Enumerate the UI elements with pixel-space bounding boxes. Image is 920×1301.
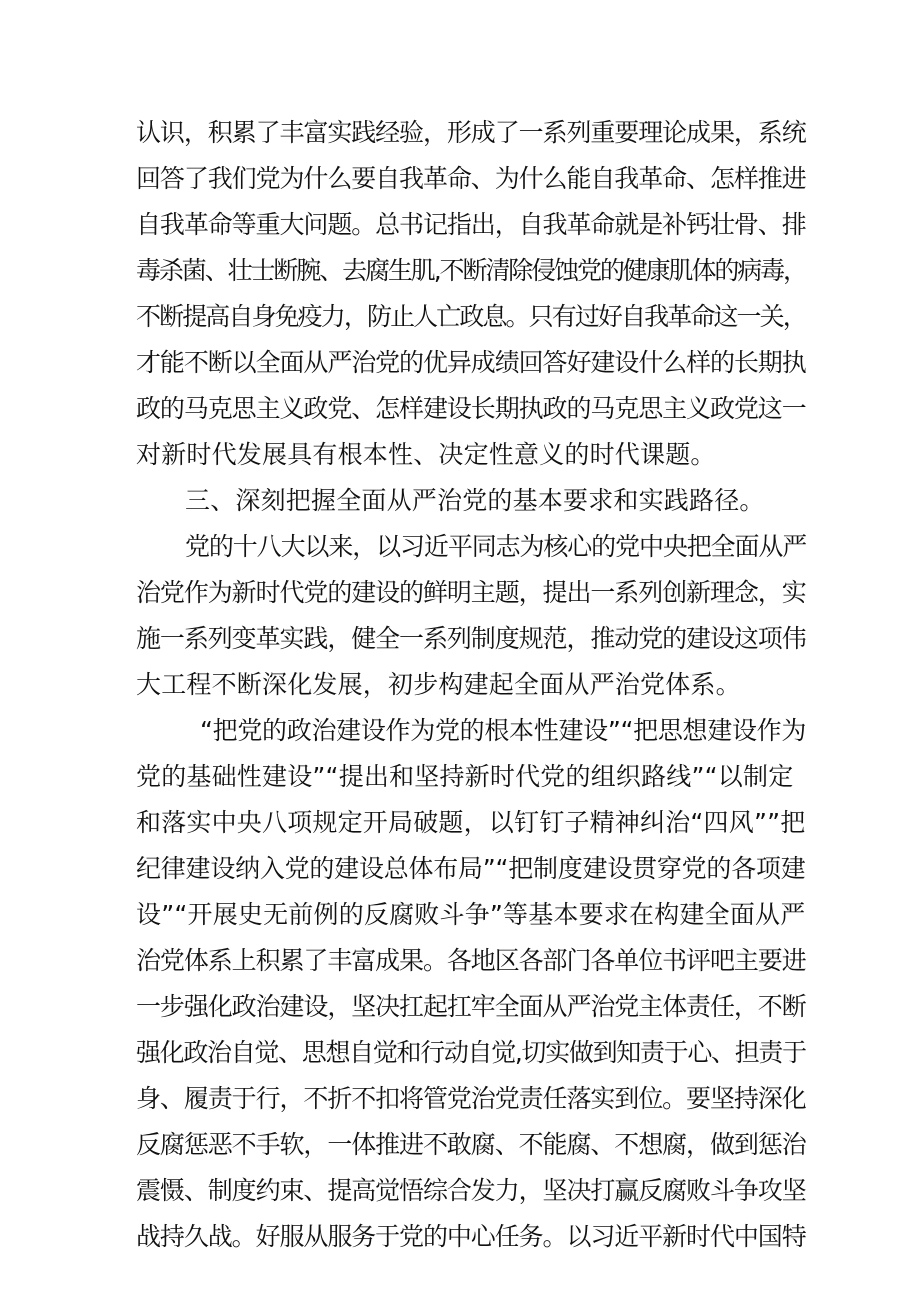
text-line: 战持久战。好服从服务于党的中心任务。以习近平新时代中国特: [136, 1222, 806, 1251]
text-line: 对新时代发展具有根本性、决定性意义的时代课题。: [136, 440, 716, 469]
text-line: 反腐惩恶不手软，一体推进不敢腐、不能腐、不想腐，做到惩治: [136, 1130, 806, 1159]
text-line: 自我革命等重大问题。总书记指出，自我革命就是补钙壮骨、排: [136, 210, 806, 239]
text-line: 认识，积累了丰富实践经验，形成了一系列重要理论成果，系统: [136, 118, 806, 147]
text-line: 才能不断以全面从严治党的优异成绩回答好建设什么样的长期执: [136, 348, 806, 377]
text-line: 纪律建设纳入党的建设总体布局”“把制度建设贯穿党的各项建: [136, 854, 806, 883]
text-line: 政的马克思主义政党、怎样建设长期执政的马克思主义政党这一: [136, 394, 806, 423]
text-line: 毒杀菌、壮士断腕、去腐生肌,不断清除侵蚀党的健康肌体的病毒，: [136, 256, 806, 285]
text-line: 身、履责于行，不折不扣将管党治党责任落实到位。要坚持深化: [136, 1084, 806, 1113]
text-line: 治党体系上积累了丰富成果。各地区各部门各单位书评吧主要进: [136, 946, 806, 975]
text-line: 党的基础性建设”“提出和坚持新时代党的组织路线”“以制定: [136, 762, 794, 791]
text-line: 党的十八大以来，以习近平同志为核心的党中央把全面从严: [185, 532, 807, 561]
text-line: 设”“开展史无前例的反腐败斗争”等基本要求在构建全面从严: [136, 900, 806, 929]
text-line: 施一系列变革实践，健全一系列制度规范，推动党的建设这项伟: [136, 624, 806, 653]
text-line: “把党的政治建设作为党的根本性建设”“把思想建设作为: [200, 716, 807, 745]
text-line: 治党作为新时代党的建设的鲜明主题，提出一系列创新理念，实: [136, 578, 806, 607]
text-line: 和落实中央八项规定开局破题，以钉钉子精神纠治“四风””把: [136, 808, 806, 837]
text-line: 一步强化政治建设，坚决扛起扛牢全面从严治党主体责任，不断: [136, 992, 806, 1021]
text-line: 强化政治自觉、思想自觉和行动自觉,切实做到知责于心、担责于: [136, 1038, 806, 1067]
text-line: 回答了我们党为什么要自我革命、为什么能自我革命、怎样推进: [136, 164, 806, 193]
text-line: 震慑、制度约束、提高觉悟综合发力，坚决打赢反腐败斗争攻坚: [136, 1176, 806, 1205]
text-line: 大工程不断深化发展，初步构建起全面从严治党体系。: [136, 670, 741, 699]
text-line: 不断提高自身免疫力，防止人亡政息。只有过好自我革命这一关，: [136, 302, 806, 331]
section-heading: 三、深刻把握全面从严治党的基本要求和实践路径。: [185, 486, 765, 515]
